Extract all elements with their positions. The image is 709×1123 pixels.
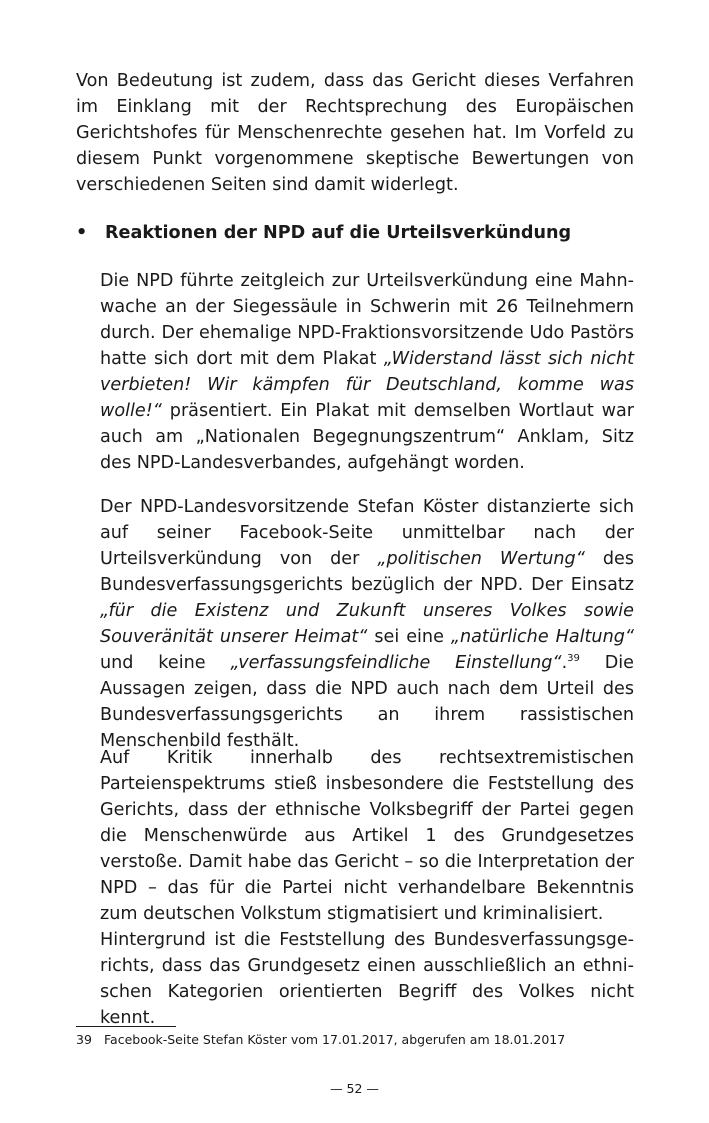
page-number: — 52 — — [330, 1081, 379, 1096]
quote-text: „politischen Wertung“ — [377, 549, 585, 569]
paragraph-text: . — [561, 653, 568, 673]
footnote — [76, 1031, 636, 1049]
footnote-divider — [76, 1026, 176, 1027]
paragraph-text: Hintergrund ist die Feststellung des Bundesverfassungsgerichts, dass das Grundgesetz einen ausschließlich an ethnischen Kategorien orientierten Begriff des Volkes nicht kennt. — [100, 930, 634, 1028]
quote-text: „natürliche Haltung“ — [450, 627, 635, 647]
intro-paragraph: Von Bedeutung ist zudem, dass das Gericht dieses Verfahren im Einklang mit der Rechtsprechung des Europäischen Gerichtshofes für Menschenrechte gesehen hat. Im Vorfeld zu diesem Punkt vorgenommene skeptische Bewertungen von verschiedenen Seiten sind damit widerlegt. — [76, 71, 634, 195]
paragraph-npd-vigil — [100, 268, 634, 476]
paragraph-text: sei eine — [367, 627, 451, 647]
quote-text: „Widerstand lässt sich nicht verbieten! Wir kämpfen für Deutschland, komme was wolle!“ — [100, 349, 634, 421]
paragraph-text: Der NPD-Landesvorsitzende Stefan Köster distanzierte sich auf seiner Facebook-Seite unmittelbar nach der Urteilsverkündung von der — [100, 497, 634, 569]
paragraph-text: des Bundesverfassungsgerichts bezüglich der NPD. Der Einsatz — [100, 549, 634, 595]
section-heading-text: Reaktionen der NPD auf die Urteilsverkündung — [105, 223, 572, 243]
paragraph-koester-statement — [100, 494, 634, 754]
paragraph-text: präsentiert. Ein Plakat mit demselben Wortlaut war auch am „Nationalen Begegnungszentrum“ Anklam, Sitz des NPD-Landesverbandes, aufgehängt worden. — [100, 401, 634, 473]
paragraph-text: Die Aussagen zeigen, dass die NPD auch nach dem Urteil des Bundesverfassungsgerichts an ihrem rassistischen Menschenbild festhält. — [100, 653, 634, 751]
paragraph-text: und keine — [100, 653, 231, 673]
paragraph-text: Auf Kritik innerhalb des rechtsextremistischen Parteienspektrums stieß insbesondere die Feststellung des Gerichts, dass der ethnische Volksbegriff der Partei gegen die Menschenwürde aus Artikel 1 des Grundgesetzes verstoße. Damit habe das Gericht – so die Interpretation der NPD – das für die Partei nicht verhandelbare Bekenntnis zum deutschen Volkstum stigmatisiert und kriminalisiert. — [100, 748, 634, 924]
paragraph-text: Die NPD führte zeitgleich zur Urteilsverkündung eine Mahnwache an der Siegessäule in Schwerin mit 26 Teilnehmern durch. Der ehemalige NPD-Fraktionsvorsitzende Udo Pastörs hatte sich dort mit dem Plakat — [100, 271, 634, 369]
quote-text: „verfassungsfeindliche Einstellung“ — [230, 653, 562, 673]
footnote-number: 39 — [76, 1032, 92, 1047]
quote-text: „für die Existenz und Zukunft unseres Volkes sowie Souveränität unserer Heimat“ — [100, 601, 634, 647]
paragraph-criticism — [100, 745, 634, 1031]
footnote-text: Facebook-Seite Stefan Köster vom 17.01.2017, abgerufen am 18.01.2017 — [104, 1032, 566, 1047]
footnote-reference: 39 — [567, 653, 580, 665]
bullet-icon: • — [76, 223, 88, 243]
section-heading — [76, 220, 636, 246]
